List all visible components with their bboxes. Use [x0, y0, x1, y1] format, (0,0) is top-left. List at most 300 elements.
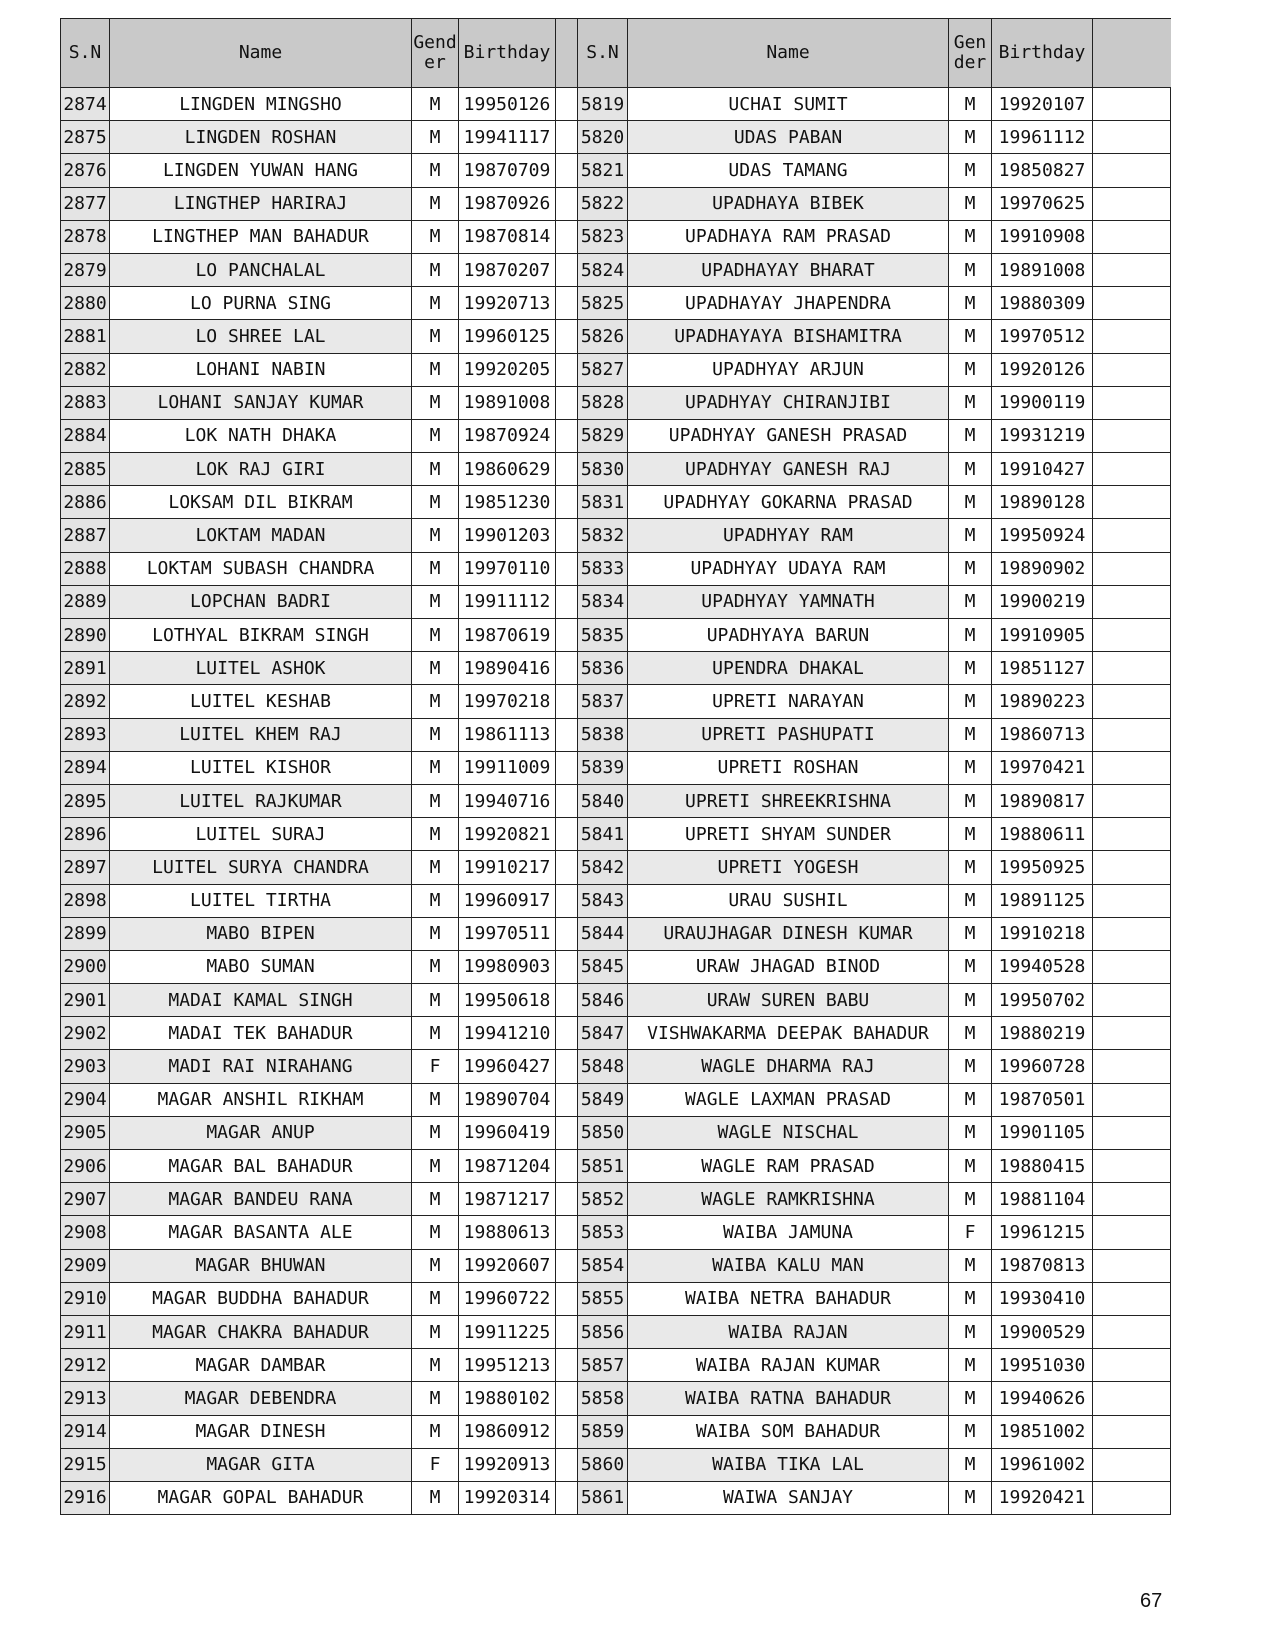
table-row [61, 154, 1171, 187]
left-birthday: 19970110 [459, 552, 556, 585]
table-row [61, 718, 1171, 751]
right-gender: M [949, 851, 992, 884]
left-name: MAGAR BUDDHA BAHADUR [110, 1282, 412, 1315]
right-name: UPRETI PASHUPATI [628, 718, 949, 751]
left-name: MAGAR ANUP [110, 1116, 412, 1149]
left-gender: M [412, 187, 459, 220]
table-row [61, 1116, 1171, 1149]
right-name: WAIBA RAJAN KUMAR [628, 1349, 949, 1382]
right-name: WAGLE RAMKRISHNA [628, 1183, 949, 1216]
row-spacer-right [1093, 187, 1171, 220]
left-serial-number: 2901 [61, 984, 110, 1017]
right-name: WAGLE NISCHAL [628, 1116, 949, 1149]
left-gender: M [412, 851, 459, 884]
left-name: MAGAR BHUWAN [110, 1249, 412, 1282]
row-spacer [556, 1150, 578, 1183]
right-name: WAIWA SANJAY [628, 1481, 949, 1514]
left-serial-number: 2904 [61, 1083, 110, 1116]
right-gender: M [949, 585, 992, 618]
right-serial-number: 5857 [578, 1349, 628, 1382]
right-name: UPADHAYA BIBEK [628, 187, 949, 220]
row-spacer [556, 1415, 578, 1448]
right-name: WAGLE DHARMA RAJ [628, 1050, 949, 1083]
row-spacer-right [1093, 419, 1171, 452]
left-gender: M [412, 1349, 459, 1382]
left-name: LOKSAM DIL BIKRAM [110, 486, 412, 519]
left-birthday: 19950618 [459, 984, 556, 1017]
right-serial-number: 5819 [578, 88, 628, 121]
left-gender: M [412, 1216, 459, 1249]
row-spacer [556, 386, 578, 419]
left-serial-number: 2912 [61, 1349, 110, 1382]
row-spacer [556, 486, 578, 519]
right-gender: M [949, 1349, 992, 1382]
left-name: MAGAR CHAKRA BAHADUR [110, 1315, 412, 1348]
left-serial-number: 2891 [61, 652, 110, 685]
row-spacer [556, 652, 578, 685]
left-serial-number: 2910 [61, 1282, 110, 1315]
left-gender: M [412, 88, 459, 121]
right-serial-number: 5851 [578, 1150, 628, 1183]
left-birthday: 19911112 [459, 585, 556, 618]
row-spacer [556, 1448, 578, 1481]
table-row [61, 652, 1171, 685]
table-row [61, 320, 1171, 353]
right-name: UPADHYAY GANESH PRASAD [628, 419, 949, 452]
left-gender: M [412, 1382, 459, 1415]
right-name: UPRETI ROSHAN [628, 751, 949, 784]
right-birthday: 19880219 [992, 1017, 1093, 1050]
right-gender: F [949, 1216, 992, 1249]
right-gender: M [949, 453, 992, 486]
left-serial-number: 2906 [61, 1150, 110, 1183]
right-birthday: 19851127 [992, 652, 1093, 685]
left-name: MABO SUMAN [110, 950, 412, 983]
table-row [61, 751, 1171, 784]
left-gender: M [412, 984, 459, 1017]
right-name: UPADHYAY CHIRANJIBI [628, 386, 949, 419]
right-gender: M [949, 884, 992, 917]
left-name: LO PANCHALAL [110, 253, 412, 286]
row-spacer-right [1093, 784, 1171, 817]
right-serial-number: 5844 [578, 917, 628, 950]
right-gender: M [949, 784, 992, 817]
left-gender: M [412, 220, 459, 253]
right-serial-number: 5848 [578, 1050, 628, 1083]
left-name: MABO BIPEN [110, 917, 412, 950]
right-birthday: 19860713 [992, 718, 1093, 751]
right-name: UPADHYAY GOKARNA PRASAD [628, 486, 949, 519]
right-gender: M [949, 1448, 992, 1481]
right-name: UPRETI YOGESH [628, 851, 949, 884]
right-gender: M [949, 652, 992, 685]
right-birthday: 19961112 [992, 121, 1093, 154]
right-name: WAIBA RATNA BAHADUR [628, 1382, 949, 1415]
row-spacer-right [1093, 486, 1171, 519]
row-spacer-right [1093, 320, 1171, 353]
left-gender: M [412, 154, 459, 187]
left-gender: M [412, 1282, 459, 1315]
left-birthday: 19890704 [459, 1083, 556, 1116]
row-spacer-right [1093, 1481, 1171, 1514]
right-gender: M [949, 1116, 992, 1149]
header-name: Name [110, 19, 412, 88]
table-row [61, 917, 1171, 950]
row-spacer-right [1093, 718, 1171, 751]
row-spacer-right [1093, 818, 1171, 851]
left-name: MAGAR GITA [110, 1448, 412, 1481]
right-name: UPADHYAY UDAYA RAM [628, 552, 949, 585]
left-birthday: 19861113 [459, 718, 556, 751]
row-spacer-right [1093, 619, 1171, 652]
table-row [61, 1150, 1171, 1183]
right-serial-number: 5858 [578, 1382, 628, 1415]
left-birthday: 19950126 [459, 88, 556, 121]
right-serial-number: 5825 [578, 287, 628, 320]
left-gender: M [412, 1481, 459, 1514]
right-birthday: 19890902 [992, 552, 1093, 585]
left-birthday: 19891008 [459, 386, 556, 419]
left-gender: M [412, 1315, 459, 1348]
right-birthday: 19901105 [992, 1116, 1093, 1149]
row-spacer [556, 220, 578, 253]
left-birthday: 19960917 [459, 884, 556, 917]
left-serial-number: 2880 [61, 287, 110, 320]
row-spacer [556, 253, 578, 286]
row-spacer [556, 917, 578, 950]
table-row [61, 685, 1171, 718]
left-gender: M [412, 253, 459, 286]
left-gender: M [412, 386, 459, 419]
right-serial-number: 5820 [578, 121, 628, 154]
page-number: 67 [1140, 1590, 1163, 1612]
left-name: LOK NATH DHAKA [110, 419, 412, 452]
row-spacer-right [1093, 519, 1171, 552]
right-birthday: 19870501 [992, 1083, 1093, 1116]
row-spacer-right [1093, 1349, 1171, 1382]
left-birthday: 19941210 [459, 1017, 556, 1050]
left-birthday: 19870924 [459, 419, 556, 452]
row-spacer-right [1093, 884, 1171, 917]
right-gender: M [949, 685, 992, 718]
right-birthday: 19950702 [992, 984, 1093, 1017]
right-serial-number: 5847 [578, 1017, 628, 1050]
right-birthday: 19931219 [992, 419, 1093, 452]
left-name: LUITEL SURAJ [110, 818, 412, 851]
right-birthday: 19910908 [992, 220, 1093, 253]
left-gender: M [412, 751, 459, 784]
right-name: UPADHYAY YAMNATH [628, 585, 949, 618]
row-spacer-right [1093, 253, 1171, 286]
left-name: MAGAR BASANTA ALE [110, 1216, 412, 1249]
right-name: UPADHYAY GANESH RAJ [628, 453, 949, 486]
left-name: LOKTAM SUBASH CHANDRA [110, 552, 412, 585]
table-row [61, 851, 1171, 884]
right-birthday: 19950924 [992, 519, 1093, 552]
left-birthday: 19941117 [459, 121, 556, 154]
left-name: MAGAR ANSHIL RIKHAM [110, 1083, 412, 1116]
right-gender: M [949, 320, 992, 353]
left-gender: M [412, 1415, 459, 1448]
row-spacer [556, 1017, 578, 1050]
right-name: URAUJHAGAR DINESH KUMAR [628, 917, 949, 950]
table-row [61, 287, 1171, 320]
table-row [61, 1083, 1171, 1116]
table-row [61, 1216, 1171, 1249]
left-name: MAGAR DAMBAR [110, 1349, 412, 1382]
left-serial-number: 2888 [61, 552, 110, 585]
right-gender: M [949, 121, 992, 154]
table-row [61, 419, 1171, 452]
row-spacer [556, 1116, 578, 1149]
table-row [61, 1315, 1171, 1348]
right-name: WAIBA NETRA BAHADUR [628, 1282, 949, 1315]
left-birthday: 19870709 [459, 154, 556, 187]
row-spacer-right [1093, 1183, 1171, 1216]
row-spacer [556, 88, 578, 121]
row-spacer [556, 784, 578, 817]
right-name: WAIBA JAMUNA [628, 1216, 949, 1249]
header-name-right: Name [628, 19, 949, 88]
row-spacer-right [1093, 1415, 1171, 1448]
left-gender: M [412, 1249, 459, 1282]
left-birthday: 19870619 [459, 619, 556, 652]
row-spacer [556, 187, 578, 220]
right-gender: M [949, 220, 992, 253]
row-spacer-right [1093, 1315, 1171, 1348]
left-gender: M [412, 453, 459, 486]
left-serial-number: 2877 [61, 187, 110, 220]
row-spacer-right [1093, 1382, 1171, 1415]
table-row [61, 984, 1171, 1017]
left-birthday: 19911225 [459, 1315, 556, 1348]
left-birthday: 19860629 [459, 453, 556, 486]
right-serial-number: 5849 [578, 1083, 628, 1116]
left-name: LINGDEN YUWAN HANG [110, 154, 412, 187]
left-serial-number: 2897 [61, 851, 110, 884]
table-row [61, 585, 1171, 618]
left-name: MAGAR DINESH [110, 1415, 412, 1448]
roster-table [60, 18, 1171, 1515]
right-birthday: 19910905 [992, 619, 1093, 652]
row-spacer [556, 1083, 578, 1116]
row-spacer-right [1093, 353, 1171, 386]
left-serial-number: 2914 [61, 1415, 110, 1448]
left-name: LOK RAJ GIRI [110, 453, 412, 486]
row-spacer-right [1093, 220, 1171, 253]
left-gender: M [412, 121, 459, 154]
row-spacer-right [1093, 585, 1171, 618]
right-birthday: 19881104 [992, 1183, 1093, 1216]
left-gender: M [412, 784, 459, 817]
left-serial-number: 2908 [61, 1216, 110, 1249]
right-serial-number: 5822 [578, 187, 628, 220]
right-gender: M [949, 1415, 992, 1448]
left-serial-number: 2885 [61, 453, 110, 486]
row-spacer-right [1093, 1116, 1171, 1149]
right-birthday: 19940626 [992, 1382, 1093, 1415]
left-serial-number: 2905 [61, 1116, 110, 1149]
right-birthday: 19880611 [992, 818, 1093, 851]
table-row [61, 187, 1171, 220]
left-birthday: 19871204 [459, 1150, 556, 1183]
left-birthday: 19911009 [459, 751, 556, 784]
table-row [61, 88, 1171, 121]
left-birthday: 19910217 [459, 851, 556, 884]
left-serial-number: 2907 [61, 1183, 110, 1216]
left-serial-number: 2894 [61, 751, 110, 784]
left-gender: M [412, 585, 459, 618]
left-gender: F [412, 1050, 459, 1083]
left-birthday: 19870926 [459, 187, 556, 220]
left-birthday: 19960722 [459, 1282, 556, 1315]
left-serial-number: 2890 [61, 619, 110, 652]
table-row [61, 386, 1171, 419]
right-name: URAW SUREN BABU [628, 984, 949, 1017]
left-name: LOHANI NABIN [110, 353, 412, 386]
row-spacer-right [1093, 453, 1171, 486]
row-spacer [556, 287, 578, 320]
table-row [61, 818, 1171, 851]
right-birthday: 19970421 [992, 751, 1093, 784]
left-serial-number: 2916 [61, 1481, 110, 1514]
right-birthday: 19851002 [992, 1415, 1093, 1448]
right-serial-number: 5854 [578, 1249, 628, 1282]
row-spacer [556, 585, 578, 618]
left-birthday: 19920913 [459, 1448, 556, 1481]
right-birthday: 19910218 [992, 917, 1093, 950]
right-birthday: 19900119 [992, 386, 1093, 419]
right-gender: M [949, 619, 992, 652]
right-serial-number: 5827 [578, 353, 628, 386]
header-sn-right: S.N [578, 19, 628, 88]
left-name: LO SHREE LAL [110, 320, 412, 353]
row-spacer-right [1093, 917, 1171, 950]
left-name: LOTHYAL BIKRAM SINGH [110, 619, 412, 652]
right-birthday: 19920421 [992, 1481, 1093, 1514]
right-birthday: 19900219 [992, 585, 1093, 618]
left-name: MADI RAI NIRAHANG [110, 1050, 412, 1083]
left-name: LOHANI SANJAY KUMAR [110, 386, 412, 419]
row-spacer [556, 1282, 578, 1315]
left-serial-number: 2883 [61, 386, 110, 419]
left-serial-number: 2892 [61, 685, 110, 718]
row-spacer [556, 1382, 578, 1415]
right-gender: M [949, 552, 992, 585]
left-serial-number: 2899 [61, 917, 110, 950]
row-spacer [556, 984, 578, 1017]
left-serial-number: 2876 [61, 154, 110, 187]
left-serial-number: 2882 [61, 353, 110, 386]
right-birthday: 19970625 [992, 187, 1093, 220]
right-name: URAU SUSHIL [628, 884, 949, 917]
left-gender: M [412, 287, 459, 320]
left-serial-number: 2887 [61, 519, 110, 552]
right-name: WAGLE LAXMAN PRASAD [628, 1083, 949, 1116]
left-gender: M [412, 652, 459, 685]
right-birthday: 19951030 [992, 1349, 1093, 1382]
left-birthday: 19901203 [459, 519, 556, 552]
left-birthday: 19920314 [459, 1481, 556, 1514]
right-serial-number: 5840 [578, 784, 628, 817]
left-serial-number: 2881 [61, 320, 110, 353]
left-birthday: 19880102 [459, 1382, 556, 1415]
right-gender: M [949, 287, 992, 320]
left-serial-number: 2879 [61, 253, 110, 286]
right-birthday: 19890128 [992, 486, 1093, 519]
right-serial-number: 5843 [578, 884, 628, 917]
row-spacer-right [1093, 1448, 1171, 1481]
left-serial-number: 2898 [61, 884, 110, 917]
right-birthday: 19970512 [992, 320, 1093, 353]
row-spacer-right [1093, 1050, 1171, 1083]
table-row [61, 1448, 1171, 1481]
left-birthday: 19890416 [459, 652, 556, 685]
table-row [61, 1415, 1171, 1448]
header-gender: Gend er [412, 19, 459, 88]
right-serial-number: 5855 [578, 1282, 628, 1315]
left-name: LUITEL RAJKUMAR [110, 784, 412, 817]
right-name: UPADHAYAY JHAPENDRA [628, 287, 949, 320]
right-birthday: 19960728 [992, 1050, 1093, 1083]
right-gender: M [949, 419, 992, 452]
left-gender: M [412, 519, 459, 552]
right-birthday: 19900529 [992, 1315, 1093, 1348]
right-serial-number: 5850 [578, 1116, 628, 1149]
left-birthday: 19960427 [459, 1050, 556, 1083]
row-spacer-right [1093, 1150, 1171, 1183]
left-gender: M [412, 685, 459, 718]
left-birthday: 19960125 [459, 320, 556, 353]
right-name: UPADHYAY RAM [628, 519, 949, 552]
table-row [61, 1050, 1171, 1083]
table-row [61, 220, 1171, 253]
left-serial-number: 2884 [61, 419, 110, 452]
right-birthday: 19950925 [992, 851, 1093, 884]
left-serial-number: 2893 [61, 718, 110, 751]
table-row [61, 1382, 1171, 1415]
right-serial-number: 5831 [578, 486, 628, 519]
right-birthday: 19880415 [992, 1150, 1093, 1183]
right-gender: M [949, 1150, 992, 1183]
left-name: LOKTAM MADAN [110, 519, 412, 552]
right-gender: M [949, 386, 992, 419]
left-serial-number: 2902 [61, 1017, 110, 1050]
right-name: WAIBA RAJAN [628, 1315, 949, 1348]
right-name: WAIBA TIKA LAL [628, 1448, 949, 1481]
left-gender: M [412, 1116, 459, 1149]
left-serial-number: 2900 [61, 950, 110, 983]
right-birthday: 19890817 [992, 784, 1093, 817]
table-body [61, 88, 1171, 1515]
left-birthday: 19860912 [459, 1415, 556, 1448]
left-birthday: 19970511 [459, 917, 556, 950]
table-row [61, 453, 1171, 486]
row-spacer [556, 419, 578, 452]
row-spacer [556, 1349, 578, 1382]
row-spacer-right [1093, 984, 1171, 1017]
left-name: LINGDEN ROSHAN [110, 121, 412, 154]
right-serial-number: 5838 [578, 718, 628, 751]
right-serial-number: 5852 [578, 1183, 628, 1216]
left-gender: F [412, 1448, 459, 1481]
row-spacer [556, 519, 578, 552]
right-name: UPADHAYA RAM PRASAD [628, 220, 949, 253]
row-spacer [556, 154, 578, 187]
left-gender: M [412, 353, 459, 386]
right-name: URAW JHAGAD BINOD [628, 950, 949, 983]
right-serial-number: 5836 [578, 652, 628, 685]
